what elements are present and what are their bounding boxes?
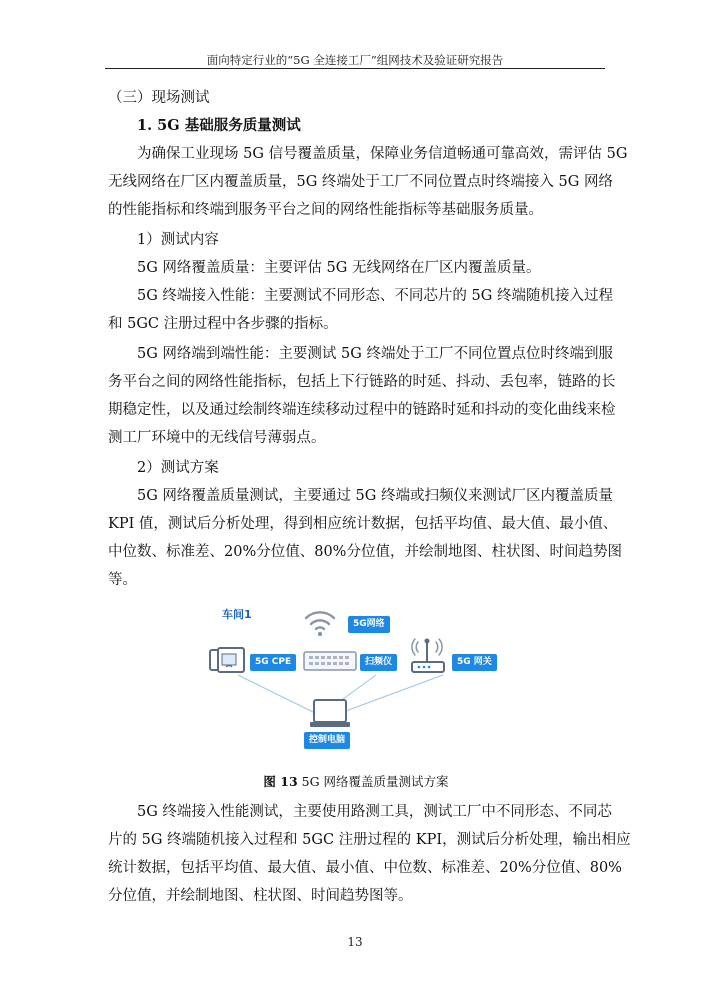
text-line: 5G 网络覆盖质量测试，主要通过 5G 终端或扫频仪来测试厂区内覆盖质量: [137, 488, 613, 504]
text-line: 5G 终端接入性能：主要测试不同形态、不同芯片的 5G 终端随机接入过程: [137, 288, 613, 304]
text-line: 期稳定性，以及通过绘制终端连续移动过程中的链路时延和抖动的变化曲线来检: [108, 402, 616, 418]
caption-number: 图 13: [263, 774, 298, 789]
text-line: 5G 网络覆盖质量：主要评估 5G 无线网络在厂区内覆盖质量。: [137, 260, 541, 276]
figure-diagram: [108, 600, 604, 770]
paragraph-6: [108, 798, 631, 910]
label-5g-network: 5G网络: [348, 616, 390, 633]
router-icon: [412, 639, 444, 673]
label-control-computer: 控制电脑: [304, 732, 350, 749]
scanner-icon: [304, 652, 356, 670]
paragraph-1: [108, 140, 628, 224]
header-rule: [105, 68, 605, 69]
text-line: 5G 终端接入性能测试，主要使用路测工具，测试工厂中不同形态、不同芯: [137, 804, 612, 820]
text-line: 和 5GC 注册过程中各步骤的指标。: [108, 316, 338, 332]
text-line: 中位数、标准差、20%分位值、80%分位值，并绘制地图、柱状图、时间趋势图: [108, 544, 622, 560]
text-line: KPI 值，测试后分析处理，得到相应统计数据，包括平均值、最大值、最小值、: [108, 516, 618, 532]
list-heading: 1）测试内容: [137, 232, 219, 248]
label-5g-cpe: 5G CPE: [250, 654, 296, 671]
text-line: 务平台之间的网络性能指标，包括上下行链路的时延、抖动、丢包率，链路的长: [108, 374, 616, 390]
paragraph-3: [108, 282, 613, 338]
wifi-signal-icon: [306, 612, 334, 636]
text-line: 分位值，并绘制地图、柱状图、时间趋势图等。: [108, 888, 413, 904]
workshop-label: 车间1: [222, 608, 252, 621]
label-5g-gateway: 5G 网关: [452, 654, 497, 671]
text-line: 等。: [108, 572, 137, 588]
section-title: （三）现场测试: [108, 90, 210, 106]
page-header: 面向特定行业的“5G 全连接工厂”组网技术及验证研究报告: [206, 53, 504, 67]
text-line: 无线网络在厂区内覆盖质量，5G 终端处于工厂不同位置点时终端接入 5G 网络: [108, 174, 613, 190]
text-line: 统计数据，包括平均值、最大值、最小值、中位数、标准差、20%分位值、80%: [108, 860, 622, 876]
subsection-title: 1. 5G 基础服务质量测试: [137, 117, 301, 134]
paragraph-4: [108, 340, 616, 452]
link-gateway-computer: [343, 675, 443, 712]
list-heading: 2）测试方案: [137, 460, 219, 476]
text-line: 测工厂环境中的无线信号薄弱点。: [108, 430, 326, 446]
text-line: 5G 网络端到端性能：主要测试 5G 终端处于工厂不同位置点位时终端到服: [137, 346, 613, 362]
caption-text: 5G 网络覆盖质量测试方案: [297, 774, 449, 789]
text-line: 的性能指标和终端到服务平台之间的网络性能指标等基础服务质量。: [108, 202, 543, 218]
cpe-icon: [210, 648, 244, 672]
text-line: 片的 5G 终端随机接入过程和 5GC 注册过程的 KPI，测试后分析处理，输出相应: [108, 832, 631, 848]
text-line: 为确保工业现场 5G 信号覆盖质量，保障业务信道畅通可靠高效，需评估 5G: [137, 146, 628, 162]
page-number: 13: [347, 935, 363, 949]
laptop-icon: [310, 700, 350, 727]
paragraph-5: [108, 482, 622, 594]
link-cpe-computer: [238, 675, 313, 712]
figure-caption: [108, 772, 604, 792]
label-scanner: 扫频仪: [360, 654, 397, 671]
page-content: [108, 84, 631, 912]
